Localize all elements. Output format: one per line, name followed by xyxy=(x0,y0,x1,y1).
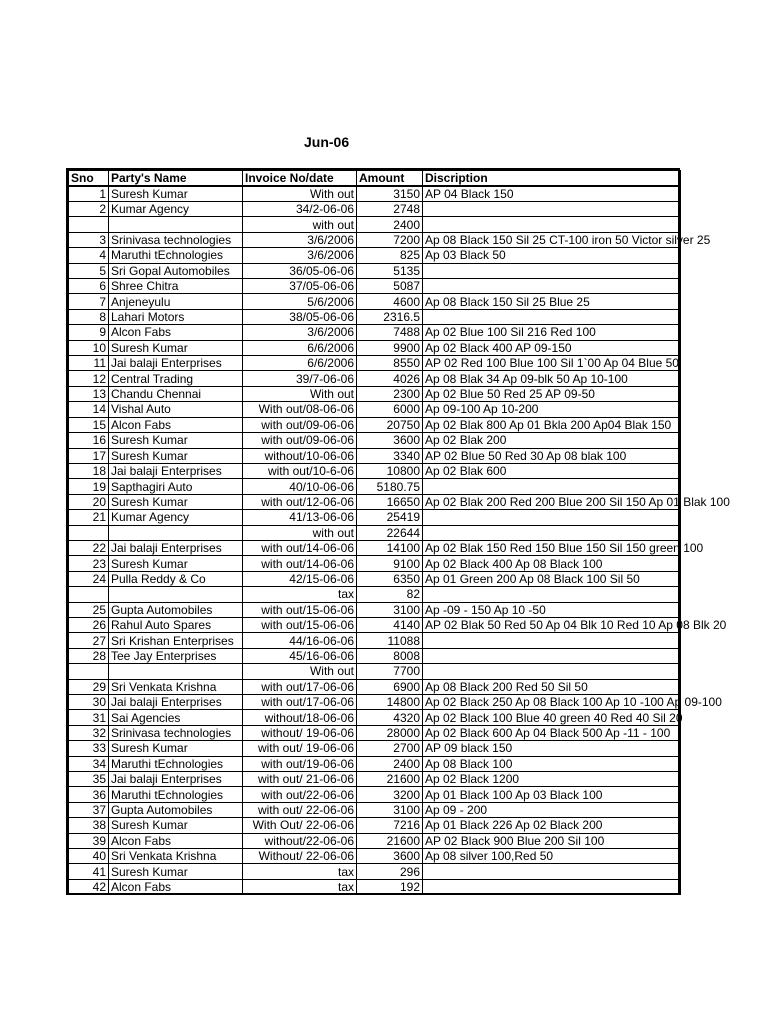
cell-party-name xyxy=(109,587,243,602)
cell-description: Ap 01 Black 100 Ap 03 Black 100 xyxy=(423,787,681,802)
cell-party-name: Jai balaji Enterprises xyxy=(109,540,243,555)
cell-description: AP 02 Blue 50 Red 30 Ap 08 blak 100 xyxy=(423,448,681,463)
cell-amount: 2700 xyxy=(357,741,423,756)
cell-party-name: Sri Venkata Krishna xyxy=(109,849,243,864)
cell-description: Ap -09 - 150 Ap 10 -50 xyxy=(423,602,681,617)
cell-description: Ap 08 Blak 34 Ap 09-blk 50 Ap 10-100 xyxy=(423,371,681,386)
cell-party-name: Pulla Reddy & Co xyxy=(109,571,243,586)
cell-amount: 4026 xyxy=(357,371,423,386)
table-row xyxy=(69,248,681,263)
cell-amount: 3200 xyxy=(357,787,423,802)
cell-sno: 19 xyxy=(69,479,109,494)
cell-party-name: Alcon Fabs xyxy=(109,833,243,848)
cell-description: Ap 02 Blak 600 xyxy=(423,463,681,478)
cell-sno: 28 xyxy=(69,648,109,663)
cell-description: Ap 08 Black 150 Sil 25 Blue 25 xyxy=(423,294,681,309)
cell-description: Ap 01 Green 200 Ap 08 Black 100 Sil 50 xyxy=(423,571,681,586)
table-row xyxy=(69,756,681,771)
cell-invoice: tax xyxy=(243,864,357,879)
table-row xyxy=(69,633,681,648)
cell-amount: 82 xyxy=(357,587,423,602)
cell-sno: 17 xyxy=(69,448,109,463)
cell-invoice: 36/05-06-06 xyxy=(243,263,357,278)
cell-invoice: 3/6/2006 xyxy=(243,325,357,340)
cell-party-name: Maruthi tEchnologies xyxy=(109,787,243,802)
cell-sno: 7 xyxy=(69,294,109,309)
cell-invoice: With out xyxy=(243,386,357,401)
cell-party-name: Anjeneyulu xyxy=(109,294,243,309)
table-row xyxy=(69,463,681,478)
cell-sno: 41 xyxy=(69,864,109,879)
cell-invoice: 38/05-06-06 xyxy=(243,309,357,324)
cell-invoice: with out/22-06-06 xyxy=(243,787,357,802)
cell-invoice: 6/6/2006 xyxy=(243,356,357,371)
table-row xyxy=(69,602,681,617)
cell-party-name: Chandu Chennai xyxy=(109,386,243,401)
cell-invoice: with out/15-06-06 xyxy=(243,602,357,617)
cell-amount: 14100 xyxy=(357,540,423,555)
cell-party-name: Suresh Kumar xyxy=(109,494,243,509)
cell-party-name: Alcon Fabs xyxy=(109,879,243,894)
cell-invoice: tax xyxy=(243,587,357,602)
cell-amount: 6000 xyxy=(357,402,423,417)
cell-amount: 5180.75 xyxy=(357,479,423,494)
cell-party-name: Suresh Kumar xyxy=(109,340,243,355)
table-row xyxy=(69,648,681,663)
cell-description: Ap 08 Black 150 Sil 25 CT-100 iron 50 Victor silver 25 xyxy=(423,232,681,247)
table-row xyxy=(69,433,681,448)
cell-invoice: with out/09-06-06 xyxy=(243,433,357,448)
table-row xyxy=(69,710,681,725)
cell-party-name: Sri Venkata Krishna xyxy=(109,679,243,694)
cell-description: Ap 08 Black 200 Red 50 Sil 50 xyxy=(423,679,681,694)
cell-invoice: without/18-06-06 xyxy=(243,710,357,725)
table-row xyxy=(69,802,681,817)
cell-description: Ap 02 Black 100 Blue 40 green 40 Red 40 Sil 20 xyxy=(423,710,681,725)
cell-amount: 6900 xyxy=(357,679,423,694)
cell-invoice: with out/12-06-06 xyxy=(243,494,357,509)
cell-description xyxy=(423,309,681,324)
table-row xyxy=(69,309,681,324)
cell-amount: 28000 xyxy=(357,725,423,740)
table-row xyxy=(69,664,681,679)
cell-description: Ap 02 Blak 800 Ap 01 Bkla 200 Ap04 Blak 150 xyxy=(423,417,681,432)
cell-amount: 7700 xyxy=(357,664,423,679)
table-row xyxy=(69,386,681,401)
cell-party-name: Jai balaji Enterprises xyxy=(109,463,243,478)
cell-invoice: tax xyxy=(243,879,357,894)
cell-description xyxy=(423,279,681,294)
cell-invoice: With Out/ 22-06-06 xyxy=(243,818,357,833)
cell-sno: 8 xyxy=(69,309,109,324)
cell-amount: 7488 xyxy=(357,325,423,340)
cell-amount: 14800 xyxy=(357,695,423,710)
cell-invoice: without/ 19-06-06 xyxy=(243,725,357,740)
cell-party-name: Jai balaji Enterprises xyxy=(109,695,243,710)
cell-amount: 9900 xyxy=(357,340,423,355)
cell-description xyxy=(423,587,681,602)
cell-sno: 36 xyxy=(69,787,109,802)
cell-invoice: 3/6/2006 xyxy=(243,248,357,263)
cell-description: Ap 01 Black 226 Ap 02 Black 200 xyxy=(423,818,681,833)
cell-party-name: Vishal Auto xyxy=(109,402,243,417)
cell-amount: 2400 xyxy=(357,217,423,232)
cell-amount: 296 xyxy=(357,864,423,879)
cell-amount: 3100 xyxy=(357,602,423,617)
cell-description xyxy=(423,525,681,540)
table-row xyxy=(69,864,681,879)
table-row xyxy=(69,186,681,202)
cell-invoice: with out/ 19-06-06 xyxy=(243,741,357,756)
cell-sno: 12 xyxy=(69,371,109,386)
cell-sno xyxy=(69,217,109,232)
cell-invoice: 45/16-06-06 xyxy=(243,648,357,663)
cell-party-name: Suresh Kumar xyxy=(109,741,243,756)
cell-party-name: Rahul Auto Spares xyxy=(109,617,243,632)
cell-party-name: Gupta Automobiles xyxy=(109,602,243,617)
table-row xyxy=(69,279,681,294)
table-row xyxy=(69,217,681,232)
cell-sno xyxy=(69,664,109,679)
table-row xyxy=(69,340,681,355)
cell-invoice: With out xyxy=(243,186,357,202)
cell-description xyxy=(423,263,681,278)
cell-amount: 3150 xyxy=(357,186,423,202)
cell-sno: 2 xyxy=(69,202,109,217)
table-row xyxy=(69,571,681,586)
cell-sno: 4 xyxy=(69,248,109,263)
cell-sno: 20 xyxy=(69,494,109,509)
table-row xyxy=(69,325,681,340)
cell-party-name: Suresh Kumar xyxy=(109,186,243,202)
cell-description: Ap 02 Blak 200 xyxy=(423,433,681,448)
cell-description: Ap 02 Black 250 Ap 08 Black 100 Ap 10 -100 Ap 09-100 xyxy=(423,695,681,710)
cell-invoice: with out xyxy=(243,217,357,232)
cell-invoice: with out/ 22-06-06 xyxy=(243,802,357,817)
cell-sno: 23 xyxy=(69,556,109,571)
cell-amount: 21600 xyxy=(357,833,423,848)
cell-amount: 4600 xyxy=(357,294,423,309)
header-invoice: Invoice No/date xyxy=(243,171,357,187)
cell-invoice: with out/17-06-06 xyxy=(243,679,357,694)
cell-invoice: with out/14-06-06 xyxy=(243,540,357,555)
cell-sno xyxy=(69,587,109,602)
cell-description: Ap 02 Blak 150 Red 150 Blue 150 Sil 150 green 100 xyxy=(423,540,681,555)
table-row xyxy=(69,725,681,740)
cell-invoice: with out xyxy=(243,525,357,540)
cell-amount: 3100 xyxy=(357,802,423,817)
cell-description xyxy=(423,202,681,217)
cell-description: Ap 08 silver 100,Red 50 xyxy=(423,849,681,864)
table-row xyxy=(69,695,681,710)
cell-amount: 20750 xyxy=(357,417,423,432)
cell-description: AP 02 Black 900 Blue 200 Sil 100 xyxy=(423,833,681,848)
cell-description: Ap 02 Black 400 AP 09-150 xyxy=(423,340,681,355)
table-row xyxy=(69,679,681,694)
cell-invoice: Without/ 22-06-06 xyxy=(243,849,357,864)
table-row xyxy=(69,787,681,802)
cell-invoice: with out/14-06-06 xyxy=(243,556,357,571)
sheet-title: Jun-06 xyxy=(304,134,350,150)
cell-party-name: Suresh Kumar xyxy=(109,864,243,879)
cell-sno: 1 xyxy=(69,186,109,202)
cell-invoice: with out/15-06-06 xyxy=(243,617,357,632)
cell-description xyxy=(423,879,681,894)
cell-description: Ap 08 Black 100 xyxy=(423,756,681,771)
cell-description: Ap 09-100 Ap 10-200 xyxy=(423,402,681,417)
cell-sno: 13 xyxy=(69,386,109,401)
cell-invoice: 34/2-06-06 xyxy=(243,202,357,217)
table-row xyxy=(69,417,681,432)
cell-sno: 3 xyxy=(69,232,109,247)
cell-description: Ap 02 Blak 200 Red 200 Blue 200 Sil 150 Ap 01 Blak 100 xyxy=(423,494,681,509)
cell-sno: 21 xyxy=(69,510,109,525)
cell-party-name: Sri Krishan Enterprises xyxy=(109,633,243,648)
cell-description xyxy=(423,217,681,232)
table-row xyxy=(69,371,681,386)
cell-amount: 10800 xyxy=(357,463,423,478)
cell-amount: 5087 xyxy=(357,279,423,294)
cell-invoice: 44/16-06-06 xyxy=(243,633,357,648)
cell-party-name: Suresh Kumar xyxy=(109,448,243,463)
cell-amount: 5135 xyxy=(357,263,423,278)
cell-invoice: 3/6/2006 xyxy=(243,232,357,247)
cell-amount: 22644 xyxy=(357,525,423,540)
cell-sno: 35 xyxy=(69,772,109,787)
cell-invoice: with out/10-6-06 xyxy=(243,463,357,478)
cell-description: Ap 02 Blue 50 Red 25 AP 09-50 xyxy=(423,386,681,401)
cell-sno: 40 xyxy=(69,849,109,864)
cell-amount: 2316.5 xyxy=(357,309,423,324)
cell-sno: 25 xyxy=(69,602,109,617)
cell-party-name: Kumar Agency xyxy=(109,202,243,217)
cell-party-name: Sai Agencies xyxy=(109,710,243,725)
cell-party-name: Central Trading xyxy=(109,371,243,386)
table-row xyxy=(69,617,681,632)
cell-invoice: 42/15-06-06 xyxy=(243,571,357,586)
cell-invoice: with out/ 21-06-06 xyxy=(243,772,357,787)
cell-party-name: Maruthi tEchnologies xyxy=(109,756,243,771)
cell-amount: 3600 xyxy=(357,433,423,448)
cell-sno: 10 xyxy=(69,340,109,355)
header-description: Discription xyxy=(423,171,681,187)
cell-sno: 30 xyxy=(69,695,109,710)
table-row xyxy=(69,833,681,848)
cell-amount: 8008 xyxy=(357,648,423,663)
cell-invoice: 5/6/2006 xyxy=(243,294,357,309)
cell-sno: 42 xyxy=(69,879,109,894)
cell-amount: 2400 xyxy=(357,756,423,771)
cell-invoice: 6/6/2006 xyxy=(243,340,357,355)
cell-description: AP 02 Red 100 Blue 100 Sil 1`00 Ap 04 Blue 50 xyxy=(423,356,681,371)
cell-party-name: Jai balaji Enterprises xyxy=(109,772,243,787)
cell-sno: 24 xyxy=(69,571,109,586)
cell-amount: 2300 xyxy=(357,386,423,401)
table-row xyxy=(69,741,681,756)
cell-description xyxy=(423,648,681,663)
cell-party-name: Lahari Motors xyxy=(109,309,243,324)
cell-invoice: with out/09-06-06 xyxy=(243,417,357,432)
cell-invoice: 41/13-06-06 xyxy=(243,510,357,525)
cell-sno: 18 xyxy=(69,463,109,478)
cell-party-name xyxy=(109,217,243,232)
header-row xyxy=(69,171,681,187)
cell-party-name: Sri Gopal Automobiles xyxy=(109,263,243,278)
cell-sno: 31 xyxy=(69,710,109,725)
cell-invoice: 37/05-06-06 xyxy=(243,279,357,294)
header-party-name: Party's Name xyxy=(109,171,243,187)
cell-amount: 11088 xyxy=(357,633,423,648)
cell-description: AP 02 Blak 50 Red 50 Ap 04 Blk 10 Red 10 Ap 08 Blk 20 xyxy=(423,617,681,632)
cell-amount: 25419 xyxy=(357,510,423,525)
cell-sno: 33 xyxy=(69,741,109,756)
cell-invoice: with out/17-06-06 xyxy=(243,695,357,710)
table-row xyxy=(69,402,681,417)
table-row xyxy=(69,510,681,525)
cell-amount: 3340 xyxy=(357,448,423,463)
cell-invoice: with out/19-06-06 xyxy=(243,756,357,771)
cell-amount: 825 xyxy=(357,248,423,263)
table-row xyxy=(69,818,681,833)
cell-description: AP 04 Black 150 xyxy=(423,186,681,202)
cell-invoice: With out/08-06-06 xyxy=(243,402,357,417)
cell-party-name xyxy=(109,664,243,679)
cell-sno: 27 xyxy=(69,633,109,648)
cell-description: Ap 02 Black 1200 xyxy=(423,772,681,787)
cell-invoice: With out xyxy=(243,664,357,679)
cell-amount: 8550 xyxy=(357,356,423,371)
table-row xyxy=(69,263,681,278)
table-row xyxy=(69,587,681,602)
cell-sno: 15 xyxy=(69,417,109,432)
cell-party-name: Sapthagiri Auto xyxy=(109,479,243,494)
cell-party-name: Suresh Kumar xyxy=(109,818,243,833)
table-row xyxy=(69,479,681,494)
cell-party-name: Maruthi tEchnologies xyxy=(109,248,243,263)
cell-party-name: Tee Jay Enterprises xyxy=(109,648,243,663)
table-row xyxy=(69,849,681,864)
header-sno: Sno xyxy=(69,171,109,187)
cell-party-name: Alcon Fabs xyxy=(109,417,243,432)
cell-party-name: Kumar Agency xyxy=(109,510,243,525)
table-row xyxy=(69,356,681,371)
cell-party-name: Suresh Kumar xyxy=(109,556,243,571)
cell-sno: 6 xyxy=(69,279,109,294)
cell-amount: 7216 xyxy=(357,818,423,833)
cell-sno: 11 xyxy=(69,356,109,371)
cell-sno: 22 xyxy=(69,540,109,555)
cell-sno: 34 xyxy=(69,756,109,771)
cell-invoice: 40/10-06-06 xyxy=(243,479,357,494)
table-row xyxy=(69,879,681,894)
cell-description: Ap 02 Black 400 Ap 08 Black 100 xyxy=(423,556,681,571)
table-row xyxy=(69,525,681,540)
cell-sno: 9 xyxy=(69,325,109,340)
cell-sno: 5 xyxy=(69,263,109,278)
cell-amount: 4140 xyxy=(357,617,423,632)
cell-party-name xyxy=(109,525,243,540)
cell-description: Ap 03 Black 50 xyxy=(423,248,681,263)
cell-amount: 192 xyxy=(357,879,423,894)
cell-sno xyxy=(69,525,109,540)
cell-amount: 6350 xyxy=(357,571,423,586)
cell-sno: 14 xyxy=(69,402,109,417)
cell-description xyxy=(423,479,681,494)
cell-description: Ap 09 - 200 xyxy=(423,802,681,817)
header-amount: Amount xyxy=(357,171,423,187)
invoice-table xyxy=(68,170,730,895)
cell-amount: 3600 xyxy=(357,849,423,864)
cell-amount: 2748 xyxy=(357,202,423,217)
cell-invoice: 39/7-06-06 xyxy=(243,371,357,386)
cell-sno: 26 xyxy=(69,617,109,632)
table-row xyxy=(69,202,681,217)
cell-sno: 16 xyxy=(69,433,109,448)
cell-sno: 39 xyxy=(69,833,109,848)
cell-sno: 37 xyxy=(69,802,109,817)
cell-party-name: Srinivasa technologies xyxy=(109,232,243,247)
cell-amount: 9100 xyxy=(357,556,423,571)
cell-party-name: Shree Chitra xyxy=(109,279,243,294)
cell-description: AP 09 black 150 xyxy=(423,741,681,756)
cell-amount: 7200 xyxy=(357,232,423,247)
cell-description: Ap 02 Blue 100 Sil 216 Red 100 xyxy=(423,325,681,340)
table-row xyxy=(69,494,681,509)
cell-amount: 21600 xyxy=(357,772,423,787)
cell-description xyxy=(423,510,681,525)
cell-sno: 38 xyxy=(69,818,109,833)
cell-invoice: without/22-06-06 xyxy=(243,833,357,848)
table-row xyxy=(69,448,681,463)
cell-party-name: Jai balaji Enterprises xyxy=(109,356,243,371)
invoice-table-container xyxy=(66,168,730,895)
cell-invoice: without/10-06-06 xyxy=(243,448,357,463)
cell-amount: 16650 xyxy=(357,494,423,509)
cell-party-name: Srinivasa technologies xyxy=(109,725,243,740)
table-row xyxy=(69,772,681,787)
cell-party-name: Suresh Kumar xyxy=(109,433,243,448)
cell-description xyxy=(423,664,681,679)
cell-sno: 32 xyxy=(69,725,109,740)
table-row xyxy=(69,556,681,571)
cell-party-name: Gupta Automobiles xyxy=(109,802,243,817)
table-row xyxy=(69,232,681,247)
cell-party-name: Alcon Fabs xyxy=(109,325,243,340)
cell-description xyxy=(423,633,681,648)
cell-sno: 29 xyxy=(69,679,109,694)
table-row xyxy=(69,540,681,555)
table-row xyxy=(69,294,681,309)
cell-amount: 4320 xyxy=(357,710,423,725)
cell-description: Ap 02 Black 600 Ap 04 Black 500 Ap -11 - 100 xyxy=(423,725,681,740)
cell-description xyxy=(423,864,681,879)
